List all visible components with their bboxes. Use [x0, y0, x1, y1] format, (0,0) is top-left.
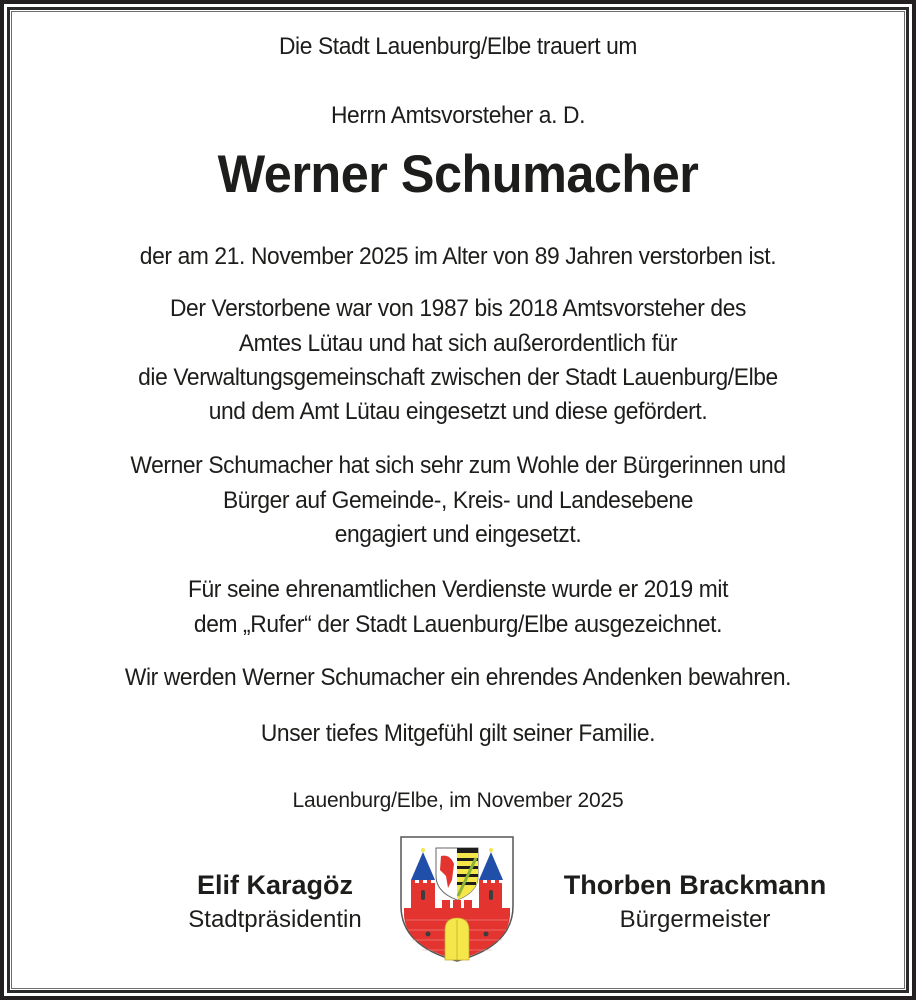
paragraph2-line: Werner Schumacher hat sich sehr zum Wohle der Bürgerinnen und: [130, 452, 786, 479]
paragraph3-line: dem „Rufer“ der Stadt Lauenburg/Elbe ausgezeichnet.: [193, 611, 723, 638]
signatory-name-2: Thorben Brackmann: [563, 870, 827, 900]
coat-of-arms-icon: [400, 836, 514, 962]
remembrance-text: Wir werden Werner Schumacher ein ehrendes Andenken bewahren.: [124, 664, 792, 691]
paragraph2-line: Bürger auf Gemeinde-, Kreis- und Landesebene: [222, 487, 694, 514]
intro-text: Die Stadt Lauenburg/Elbe trauert um: [278, 33, 638, 60]
paragraph3-line: Für seine ehrenamtlichen Verdienste wurde er 2019 mit: [187, 576, 729, 603]
signatory-role-2: Bürgermeister: [619, 906, 771, 933]
paragraph1-line: Amtes Lütau und hat sich außerordentlich für: [238, 330, 678, 357]
signatory-role-1: Stadtpräsidentin: [188, 906, 362, 933]
condolence-text: Unser tiefes Mitgefühl gilt seiner Familie.: [260, 720, 656, 747]
paragraph1-line: und dem Amt Lütau eingesetzt und diese gefördert.: [208, 398, 708, 425]
paragraph1-line: Der Verstorbene war von 1987 bis 2018 Amtsvorsteher des: [169, 295, 747, 322]
paragraph2-line: engagiert und eingesetzt.: [334, 521, 582, 548]
death-line: der am 21. November 2025 im Alter von 89 Jahren verstorben ist.: [139, 243, 777, 270]
place-date: Lauenburg/Elbe, im November 2025: [292, 789, 624, 812]
paragraph1-line: die Verwaltungsgemeinschaft zwischen der Stadt Lauenburg/Elbe: [138, 364, 778, 391]
deceased-name: Werner Schumacher: [217, 145, 699, 204]
honorific-text: Herrn Amtsvorsteher a. D.: [330, 102, 586, 129]
signatory-name-1: Elif Karagöz: [196, 870, 354, 900]
